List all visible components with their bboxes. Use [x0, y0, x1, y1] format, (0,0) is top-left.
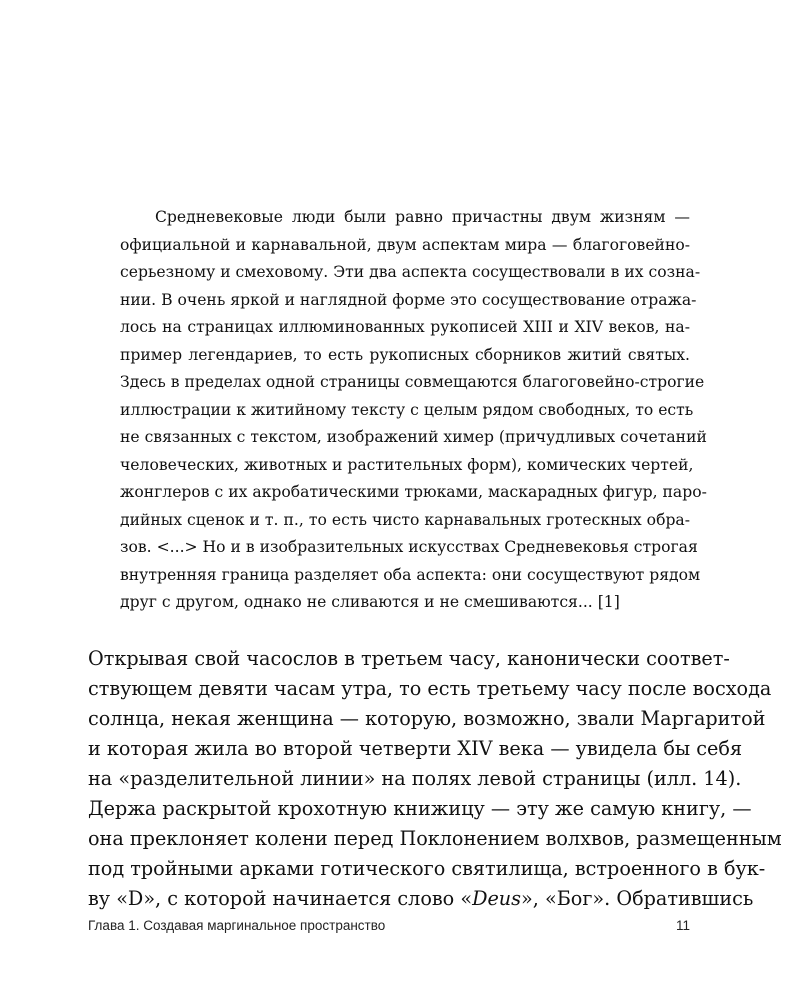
body-line: Держа раскрытой крохотную книжицу — эту же самую книгу, — — [88, 797, 752, 820]
quote-line: серьезному и смеховому. Эти два аспекта сосуществовали в их созна- — [120, 263, 701, 281]
body-line-last — [88, 887, 754, 910]
body-line: ствующем девяти часам утра, то есть третьему часу после восхода — [88, 677, 772, 700]
quote-line: пример легендариев, то есть рукописных сборников житий святых. — [120, 346, 690, 364]
quote-line: лось на страницах иллюминованных рукописей XIII и XIV веков, на- — [120, 318, 690, 336]
page-number: 11 — [675, 918, 690, 933]
quote-line: дийных сценок и т. п., то есть чисто карнавальных гротескных обра- — [120, 511, 690, 529]
body-text: », «Бог». Обратившись — [521, 887, 754, 910]
body-line: на «разделительной линии» на полях левой страницы (илл. 14). — [88, 767, 742, 790]
running-footer-chapter: Глава 1. Создавая маргинальное пространство — [88, 918, 386, 933]
quote-line: официальной и карнавальной, двум аспектам мира — благоговейно- — [120, 236, 690, 254]
body-line: Открывая свой часослов в третьем часу, канонически соответ- — [88, 647, 730, 670]
body-line: под тройными арками готического святилища, встроенного в бук- — [88, 857, 766, 880]
quote-line: человеческих, животных и растительных форм), комических чертей, — [120, 456, 694, 474]
quote-line: Здесь в пределах одной страницы совмещаются благоговейно-строгие — [120, 373, 705, 391]
quote-line: иллюстрации к житийному тексту с целым рядом свободных, то есть — [120, 401, 694, 419]
quote-line: жонглеров с их акробатическими трюками, маскарадных фигур, паро- — [120, 483, 707, 501]
quote-line: нии. В очень яркой и наглядной форме это сосуществование отража- — [120, 291, 697, 309]
body-line: солнца, некая женщина — которую, возможно, звали Маргаритой — [88, 707, 766, 730]
italic-word: Deus — [472, 887, 522, 910]
quote-line: Средневековые люди были равно причастны двум жизням — — [155, 208, 690, 226]
quote-line: не связанных с текстом, изображений химер (причудливых сочетаний — [120, 428, 707, 446]
quote-line: внутренняя граница разделяет оба аспекта: они сосуществуют рядом — [120, 566, 701, 584]
body-line: она преклоняет колени перед Поклонением волхвов, размещенным — [88, 827, 782, 850]
quote-line: друг с другом, однако не сливаются и не смешиваются... [1] — [120, 593, 620, 611]
body-text: ву «D», с которой начинается слово « — [88, 887, 473, 910]
quote-line: зов. <...> Но и в изобразительных искусствах Средневековья строгая — [120, 538, 698, 556]
body-line: и которая жила во второй четверти XIV века — увидела бы себя — [88, 737, 743, 760]
